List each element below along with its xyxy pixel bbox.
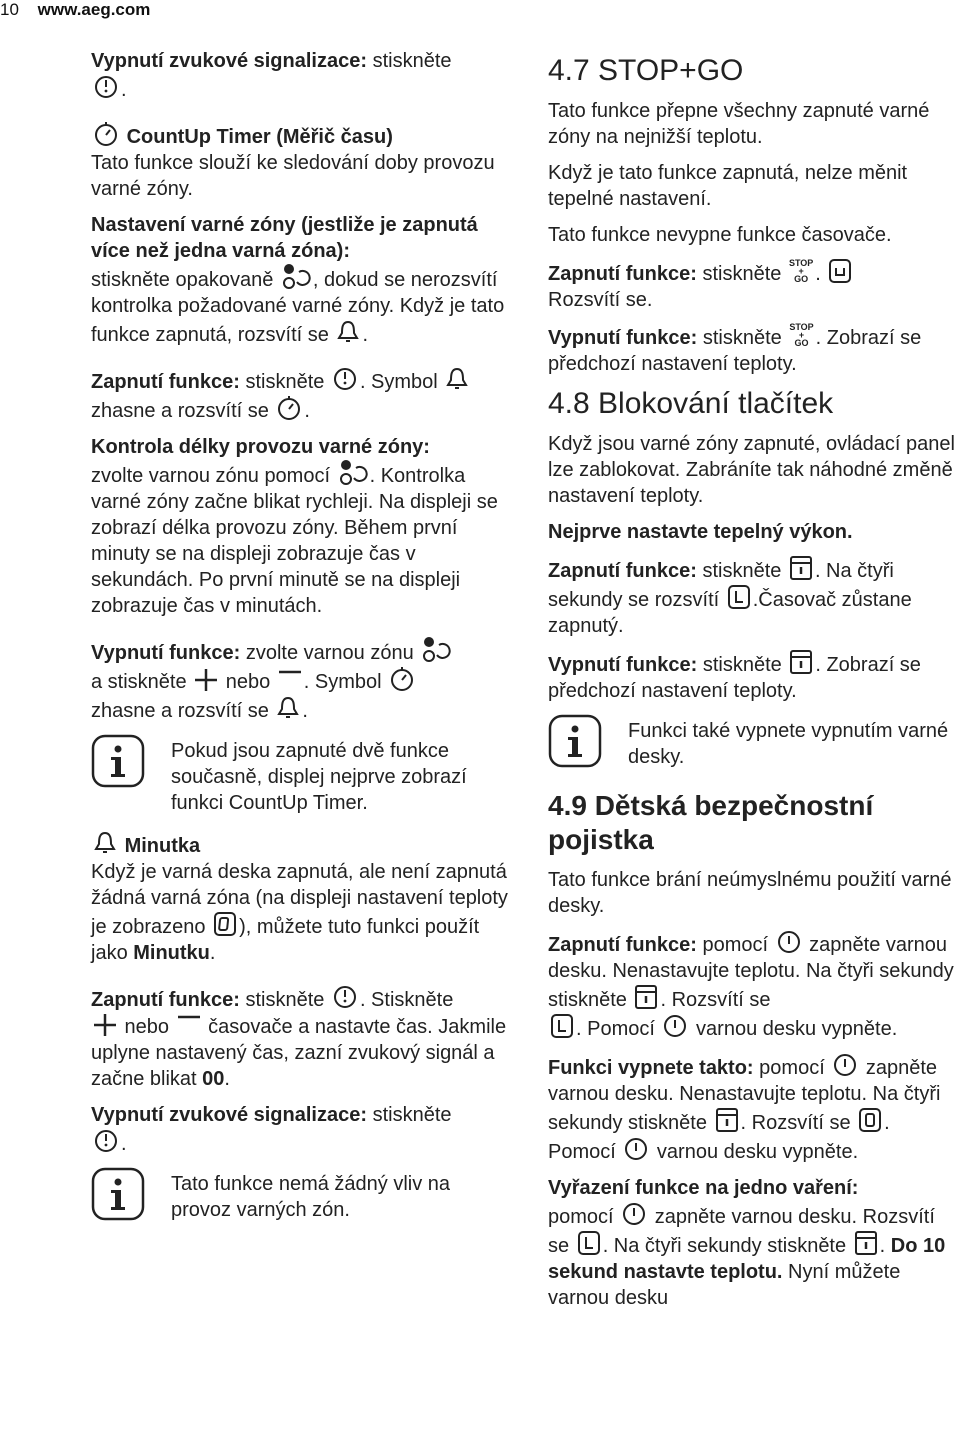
function-off-label: Funkci vypnete takto: bbox=[548, 1057, 754, 1079]
child-off-paragraph bbox=[548, 1052, 960, 1165]
text: , dokud se nerozsvítí kontrolka požadované varné zóny. Když je tato funkce zapnutá, rozsvítí se bbox=[91, 269, 505, 346]
power-icon bbox=[623, 1136, 649, 1162]
text: zapněte varnou desku. Nenastavujte teplotu. Na čtyři sekundy stiskněte bbox=[548, 934, 954, 1011]
page-number: 10 bbox=[0, 0, 19, 19]
info-note-text: Funkci také vypnete vypnutím varné desky. bbox=[628, 720, 949, 768]
text: nebo bbox=[220, 671, 276, 693]
text: . bbox=[815, 263, 827, 285]
zone-select-icon bbox=[421, 637, 451, 663]
minutka-on-paragraph bbox=[91, 984, 511, 1092]
sound-off-label: Vypnutí zvukové signalizace: bbox=[91, 1104, 368, 1126]
text: . Pomocí bbox=[576, 1018, 661, 1040]
child-override-paragraph bbox=[548, 1175, 960, 1311]
minus-icon bbox=[177, 1013, 201, 1037]
stopgo-off-paragraph bbox=[548, 323, 960, 377]
lock-key-icon bbox=[789, 555, 813, 581]
minus-icon bbox=[278, 668, 302, 692]
text: 00 bbox=[202, 1068, 225, 1090]
section-heading-stopgo: 4.7 STOP+GO bbox=[548, 54, 744, 87]
text: . bbox=[362, 324, 369, 346]
lock-display-icon bbox=[550, 1013, 574, 1039]
text: varnou desku vypněte. bbox=[690, 1018, 898, 1040]
set-zone-label: Nastavení varné zóny (jestliže je zapnutá více než jedna varná zóna): bbox=[91, 214, 478, 262]
minutka-title: Minutka bbox=[124, 835, 201, 857]
text: pomocí bbox=[548, 1206, 620, 1228]
text: pomocí bbox=[753, 1057, 831, 1079]
text: stiskněte bbox=[696, 263, 787, 285]
right-column bbox=[548, 48, 960, 1321]
function-off-label: Vypnutí funkce: bbox=[91, 642, 241, 664]
stopwatch-icon bbox=[93, 121, 119, 147]
timer-icon bbox=[332, 366, 358, 392]
function-off-label: Vypnutí funkce: bbox=[548, 327, 698, 349]
stop-go-icon-bottom: GO bbox=[794, 338, 809, 348]
sound-off-paragraph-2 bbox=[91, 1102, 511, 1157]
text: . Zobrazí se předchozí nastavení teploty. bbox=[548, 654, 921, 702]
minutka-section bbox=[91, 830, 511, 966]
function-on-label: Zapnutí funkce: bbox=[548, 263, 697, 285]
page-header bbox=[0, 0, 150, 22]
power-icon bbox=[776, 929, 802, 955]
text: Rozsvítí se. bbox=[548, 289, 653, 311]
section-heading-child-lock: 4.9 Dětská bezpečnostní pojistka bbox=[548, 790, 874, 855]
text: Nejprve nastavte tepelný výkon. bbox=[548, 521, 853, 543]
text: Do 10 sekund nastavte teplotu. bbox=[548, 1235, 946, 1283]
bell-icon bbox=[276, 695, 300, 721]
text: stiskněte bbox=[696, 560, 787, 582]
info-note bbox=[548, 714, 960, 775]
countup-title: CountUp Timer (Měřič času) bbox=[126, 126, 393, 148]
left-column bbox=[91, 48, 511, 1242]
text: . bbox=[879, 1235, 891, 1257]
stop-go-icon bbox=[789, 323, 813, 347]
text: stiskněte bbox=[697, 654, 788, 676]
text: . bbox=[121, 1133, 127, 1155]
stop-go-icon-top: STOP bbox=[789, 322, 814, 332]
stop-go-icon bbox=[789, 259, 813, 283]
text: . Zobrazí se předchozí nastavení teploty. bbox=[548, 327, 922, 375]
zone-select-icon bbox=[338, 460, 368, 486]
text: zvolte varnou zónu pomocí bbox=[91, 465, 336, 487]
text: zapněte varnou desku. Nenastavujte teplotu. Na čtyři sekundy stiskněte bbox=[548, 1057, 941, 1134]
function-on-label: Zapnutí funkce: bbox=[91, 371, 240, 393]
text: . Na čtyři sekundy se rozsvítí bbox=[548, 560, 894, 611]
text: . Symbol bbox=[303, 671, 388, 693]
text: stiskněte opakovaně bbox=[91, 269, 279, 291]
info-icon bbox=[91, 1167, 145, 1228]
timer-icon bbox=[93, 1128, 119, 1154]
bell-icon bbox=[93, 830, 117, 856]
function-on-label: Zapnutí funkce: bbox=[91, 989, 240, 1011]
text: zhasne a rozsvítí se bbox=[91, 400, 275, 422]
info-note-text: Tato funkce nemá žádný vliv na provoz varných zón. bbox=[171, 1173, 451, 1221]
info-note bbox=[91, 734, 511, 816]
text: zapněte varnou desku. Rozsvítí se bbox=[548, 1206, 935, 1257]
stopgo-desc-1: Tato funkce přepne všechny zapnuté varné zóny na nejnižší teplotu. bbox=[548, 100, 930, 148]
text: . Kontrolka varné zóny začne blikat rychleji. Na displeji se zobrazí délka provozu zóny. Během první minuty se na displeji zobrazuje čas v sekundách. Po první minutě se na displeji zobrazuje čas v minutách. bbox=[91, 465, 498, 617]
lock-key-icon bbox=[715, 1107, 739, 1133]
text: . bbox=[302, 700, 308, 722]
stopgo-desc-2: Když je tato funkce zapnutá, nelze měnit tepelné nastavení. bbox=[548, 162, 908, 210]
text: varnou desku vypněte. bbox=[651, 1141, 859, 1163]
zero-display-icon bbox=[213, 911, 237, 937]
stop-go-icon-plus: + bbox=[798, 330, 805, 340]
set-zone-paragraph bbox=[91, 212, 511, 348]
plus-icon bbox=[194, 668, 218, 692]
text: . Stiskněte bbox=[359, 989, 454, 1011]
sound-off-label: Vypnutí zvukové signalizace: bbox=[91, 50, 368, 72]
stop-go-icon-bottom: GO bbox=[794, 274, 809, 284]
text: zhasne a rozsvítí se bbox=[91, 700, 275, 722]
stopwatch-icon bbox=[389, 666, 415, 692]
sound-off-paragraph bbox=[91, 48, 511, 103]
text: stiskněte bbox=[367, 1104, 452, 1126]
lock-desc-1: Když jsou varné zóny zapnuté, ovládací panel lze zablokovat. Zabráníte tak náhodné změně nastavení teploty. bbox=[548, 433, 955, 507]
text: ), můžete tuto funkci použít jako bbox=[91, 916, 480, 964]
countup-section bbox=[91, 121, 511, 202]
bell-icon bbox=[336, 319, 360, 345]
check-duration-label: Kontrola délky provozu varné zóny: bbox=[91, 436, 430, 458]
text: . Symbol bbox=[359, 371, 444, 393]
power-icon bbox=[662, 1013, 688, 1039]
text: . Rozsvítí se bbox=[660, 989, 771, 1011]
text: Minutku bbox=[133, 942, 210, 964]
text: stiskněte bbox=[697, 327, 788, 349]
stopwatch-icon bbox=[276, 395, 302, 421]
child-on-paragraph bbox=[548, 929, 960, 1042]
function-off-paragraph bbox=[91, 637, 511, 724]
text: .Časovač zůstane zapnutý. bbox=[548, 589, 912, 637]
power-icon bbox=[832, 1052, 858, 1078]
lock-desc-2 bbox=[548, 519, 960, 545]
lock-display-icon bbox=[727, 584, 751, 610]
lock-key-icon bbox=[634, 984, 658, 1010]
timer-icon bbox=[332, 984, 358, 1010]
lock-on-paragraph bbox=[548, 555, 960, 639]
section-heading-lock: 4.8 Blokování tlačítek bbox=[548, 387, 834, 420]
override-label: Vyřazení funkce na jedno vaření: bbox=[548, 1177, 859, 1199]
function-on-paragraph bbox=[91, 366, 511, 424]
stopgo-on-paragraph bbox=[548, 258, 960, 313]
info-note-text: Pokud jsou zapnuté dvě funkce současně, displej nejprve zobrazí funkci CountUp Timer. bbox=[171, 740, 467, 814]
power-icon bbox=[621, 1201, 647, 1227]
stopgo-desc-3: Tato funkce nevypne funkce časovače. bbox=[548, 224, 892, 246]
site-url: www.aeg.com bbox=[37, 0, 151, 19]
countup-desc: Tato funkce slouží ke sledování doby provozu varné zóny. bbox=[91, 152, 495, 200]
text: nebo bbox=[119, 1016, 175, 1038]
text: časovače a nastavte čas. Jakmile uplyne nastavený čas, zazní zvukový signál a začne blikat bbox=[91, 1016, 507, 1090]
text: stiskněte bbox=[239, 371, 330, 393]
text: stiskněte bbox=[367, 50, 452, 72]
text: . Rozsvítí se bbox=[740, 1112, 857, 1134]
text: zvolte varnou zónu bbox=[240, 642, 420, 664]
text: . bbox=[224, 1068, 230, 1090]
stop-go-icon-top: STOP bbox=[788, 258, 814, 268]
text: pomocí bbox=[696, 934, 774, 956]
text: a stiskněte bbox=[91, 671, 193, 693]
check-duration-paragraph bbox=[91, 434, 511, 619]
text: Když je varná deska zapnutá, ale není zapnutá žádná varná zóna (na displeji nastavení teploty je zobrazeno bbox=[91, 861, 508, 938]
lock-key-icon bbox=[789, 649, 813, 675]
lock-key-icon bbox=[854, 1230, 878, 1256]
info-icon bbox=[91, 734, 145, 816]
pause-display-icon bbox=[828, 258, 852, 284]
text: . bbox=[209, 942, 216, 964]
text: Nyní můžete varnou desku bbox=[548, 1261, 901, 1309]
function-on-label: Zapnutí funkce: bbox=[548, 560, 697, 582]
text: stiskněte bbox=[239, 989, 330, 1011]
lock-display-icon bbox=[577, 1230, 601, 1256]
stop-go-icon-plus: + bbox=[798, 266, 804, 276]
function-off-label: Vypnutí funkce: bbox=[548, 654, 698, 676]
text: . Na čtyři sekundy stiskněte bbox=[602, 1235, 852, 1257]
text: . bbox=[304, 400, 310, 422]
plus-icon bbox=[93, 1013, 117, 1037]
zero-display-icon bbox=[858, 1107, 882, 1133]
text: . bbox=[121, 79, 127, 101]
info-note bbox=[91, 1167, 511, 1228]
bell-icon bbox=[445, 366, 469, 392]
function-on-label: Zapnutí funkce: bbox=[548, 934, 697, 956]
lock-off-paragraph bbox=[548, 649, 960, 704]
text: . Pomocí bbox=[548, 1112, 890, 1163]
zone-select-icon bbox=[281, 264, 311, 290]
timer-icon bbox=[93, 74, 119, 100]
info-icon bbox=[548, 714, 602, 775]
child-desc: Tato funkce brání neúmyslnému použití varné desky. bbox=[548, 869, 952, 917]
